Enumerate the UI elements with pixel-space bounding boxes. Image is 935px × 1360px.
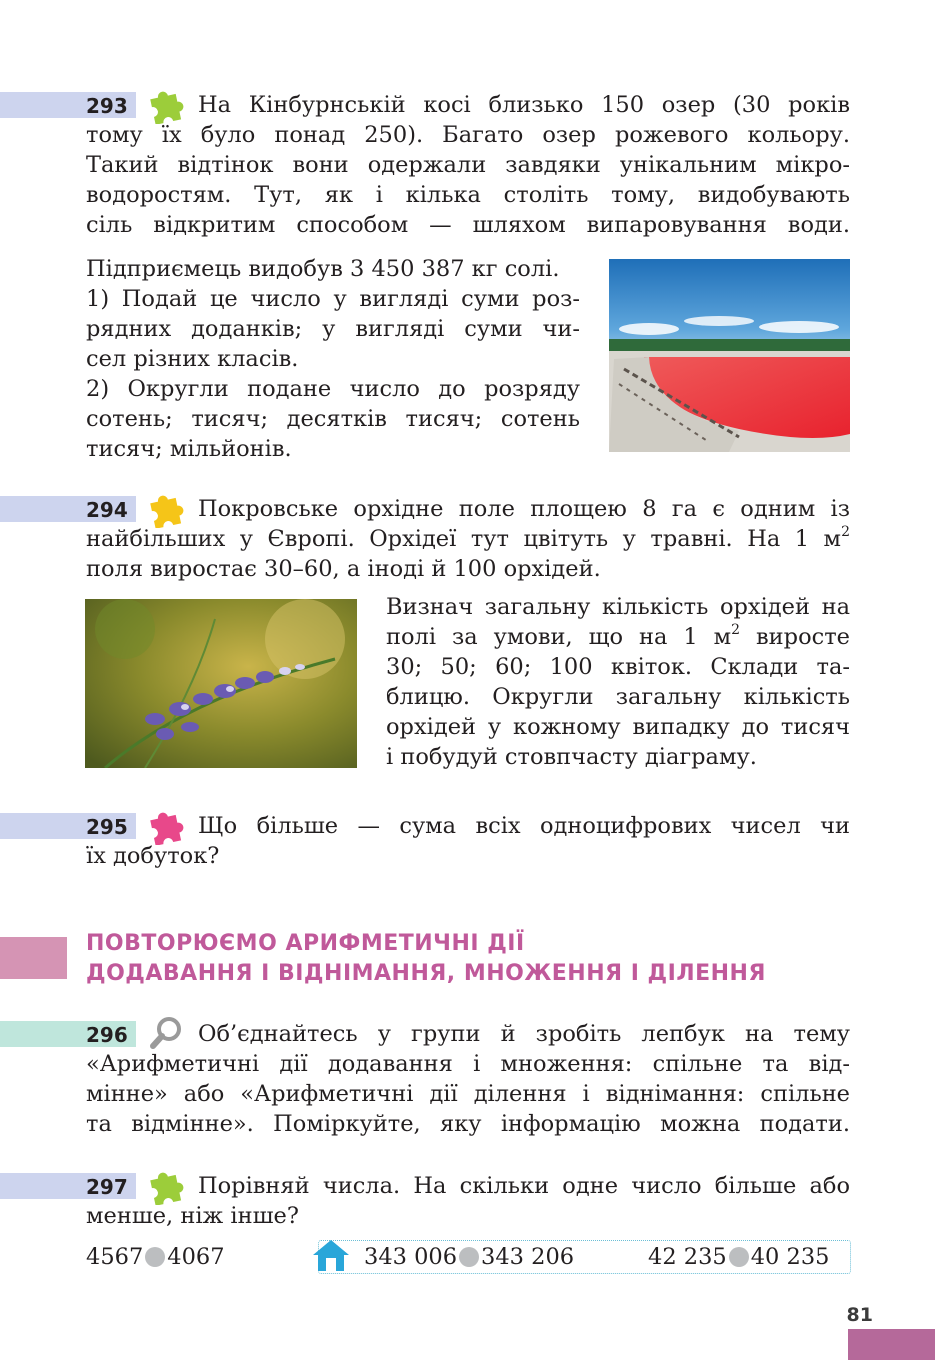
magnifier-icon [147,1013,187,1053]
comparison-left: 343 006 [364,1244,458,1270]
text-line: менше, ніж інше? [86,1203,299,1229]
task-number: 296 [86,1023,128,1047]
text-line: мінне» або «Арифметичні дії ділення і віднімання: спільне [86,1081,850,1107]
task-294-first-line [198,494,850,524]
pink-puzzle-icon [147,805,187,845]
section-heading-bar [0,937,67,979]
text-line: блицю. Округли загальну кількість [386,684,850,710]
pink-lake-photo [609,259,850,452]
comparison-2 [364,1242,574,1272]
comparison-left: 42 235 [648,1244,727,1270]
task-295-first-line [198,811,850,841]
comparison-placeholder-dot [145,1247,165,1267]
text-line: та відмінне». Поміркуйте, яку інформацію можна подати. [86,1111,850,1137]
text-line: 2) Округли подане число до розряду [86,376,580,402]
green-puzzle-icon [147,84,187,124]
task-number: 295 [86,815,128,839]
page-number: 81 [846,1304,873,1326]
text-line: тисяч; мільйонів. [86,436,292,462]
page-number-bar [848,1329,935,1360]
superscript: 2 [731,621,741,638]
text-line: Підприємець видобув 3 450 387 кг солі. [86,256,560,282]
text-line: Покровське орхідне поле площею 8 га є одним із [198,496,850,522]
task-number: 294 [86,498,128,522]
comparison-placeholder-dot [729,1247,749,1267]
comparison-placeholder-dot [459,1247,479,1267]
task-293-assignment [86,254,580,464]
text-line: сіль відкритим способом — шляхом випаровування води. [86,212,850,238]
task-296-text [86,1049,850,1139]
section-heading-line-2: ДОДАВАННЯ І ВІДНІМАННЯ, МНОЖЕННЯ І ДІЛЕННЯ [86,961,766,986]
task-295-text [86,841,850,871]
text-line: Об’єднайтесь у групи й зробіть лепбук на тему [198,1021,850,1047]
section-heading-line-1: ПОВТОРЮЄМО АРИФМЕТИЧНІ ДІЇ [86,931,525,956]
text-line: Такий відтінок вони одержали завдяки унікальним мікро- [86,152,850,178]
task-294-intro [86,524,850,584]
task-number: 293 [86,94,128,118]
text-line: «Арифметичні дії додавання і множення: спільне та від- [86,1051,850,1077]
text-line [386,622,850,652]
text-fragment: виросте [740,624,850,650]
yellow-puzzle-icon [147,488,187,528]
text-line: водоростям. Тут, як і кілька століть тому, видобувають [86,182,850,208]
text-line: Що більше — сума всіх одноцифрових чисел чи [198,813,850,839]
house-icon [311,1238,351,1272]
text-line: тому їх було понад 250). Багато озер рожевого кольору. [86,122,850,148]
text-line: поля виростає 30–60, а іноді й 100 орхідей. [86,556,601,582]
text-line: На Кінбурнській косі близько 150 озер (30 років [198,92,850,118]
comparison-right: 40 235 [750,1244,830,1270]
task-293-intro [86,120,850,240]
task-296-first-line [198,1019,850,1049]
text-line: і побудуй стовпчасту діаграму. [386,744,757,770]
orchid-field-photo [85,599,357,768]
text-line: Визнач загальну кількість орхідей на [386,594,850,620]
text-fragment: полі за умови, що на 1 м [386,624,732,650]
comparison-1 [86,1242,225,1272]
text-fragment: найбільших у Європі. Орхідеї тут цвітуть у травні. На 1 м [86,526,842,552]
text-line: Порівняй числа. На скільки одне число більше або [198,1173,850,1199]
text-line: орхідей у кожному випадку до тисяч [386,714,850,740]
text-line: сел різних класів. [86,346,299,372]
comparison-right: 343 206 [481,1244,575,1270]
superscript: 2 [841,523,850,540]
text-line: рядних доданків; у вигляді суми чи- [86,316,580,342]
text-line: їх добуток? [86,843,220,869]
text-line: 1) Подай це число у вигляді суми роз- [86,286,580,312]
text-line: 30; 50; 60; 100 квіток. Склади та- [386,654,850,680]
task-number: 297 [86,1175,128,1199]
task-294-assignment [386,592,850,772]
comparison-3 [648,1242,829,1272]
task-297-first-line [198,1171,850,1201]
task-293-first-line [198,90,850,120]
comparison-right: 4067 [167,1244,225,1270]
comparison-left: 4567 [86,1244,144,1270]
green-puzzle-icon [147,1165,187,1205]
task-297-text [86,1201,850,1231]
text-line [86,524,850,554]
text-line: сотень; тисяч; десятків тисяч; сотень [86,406,580,432]
